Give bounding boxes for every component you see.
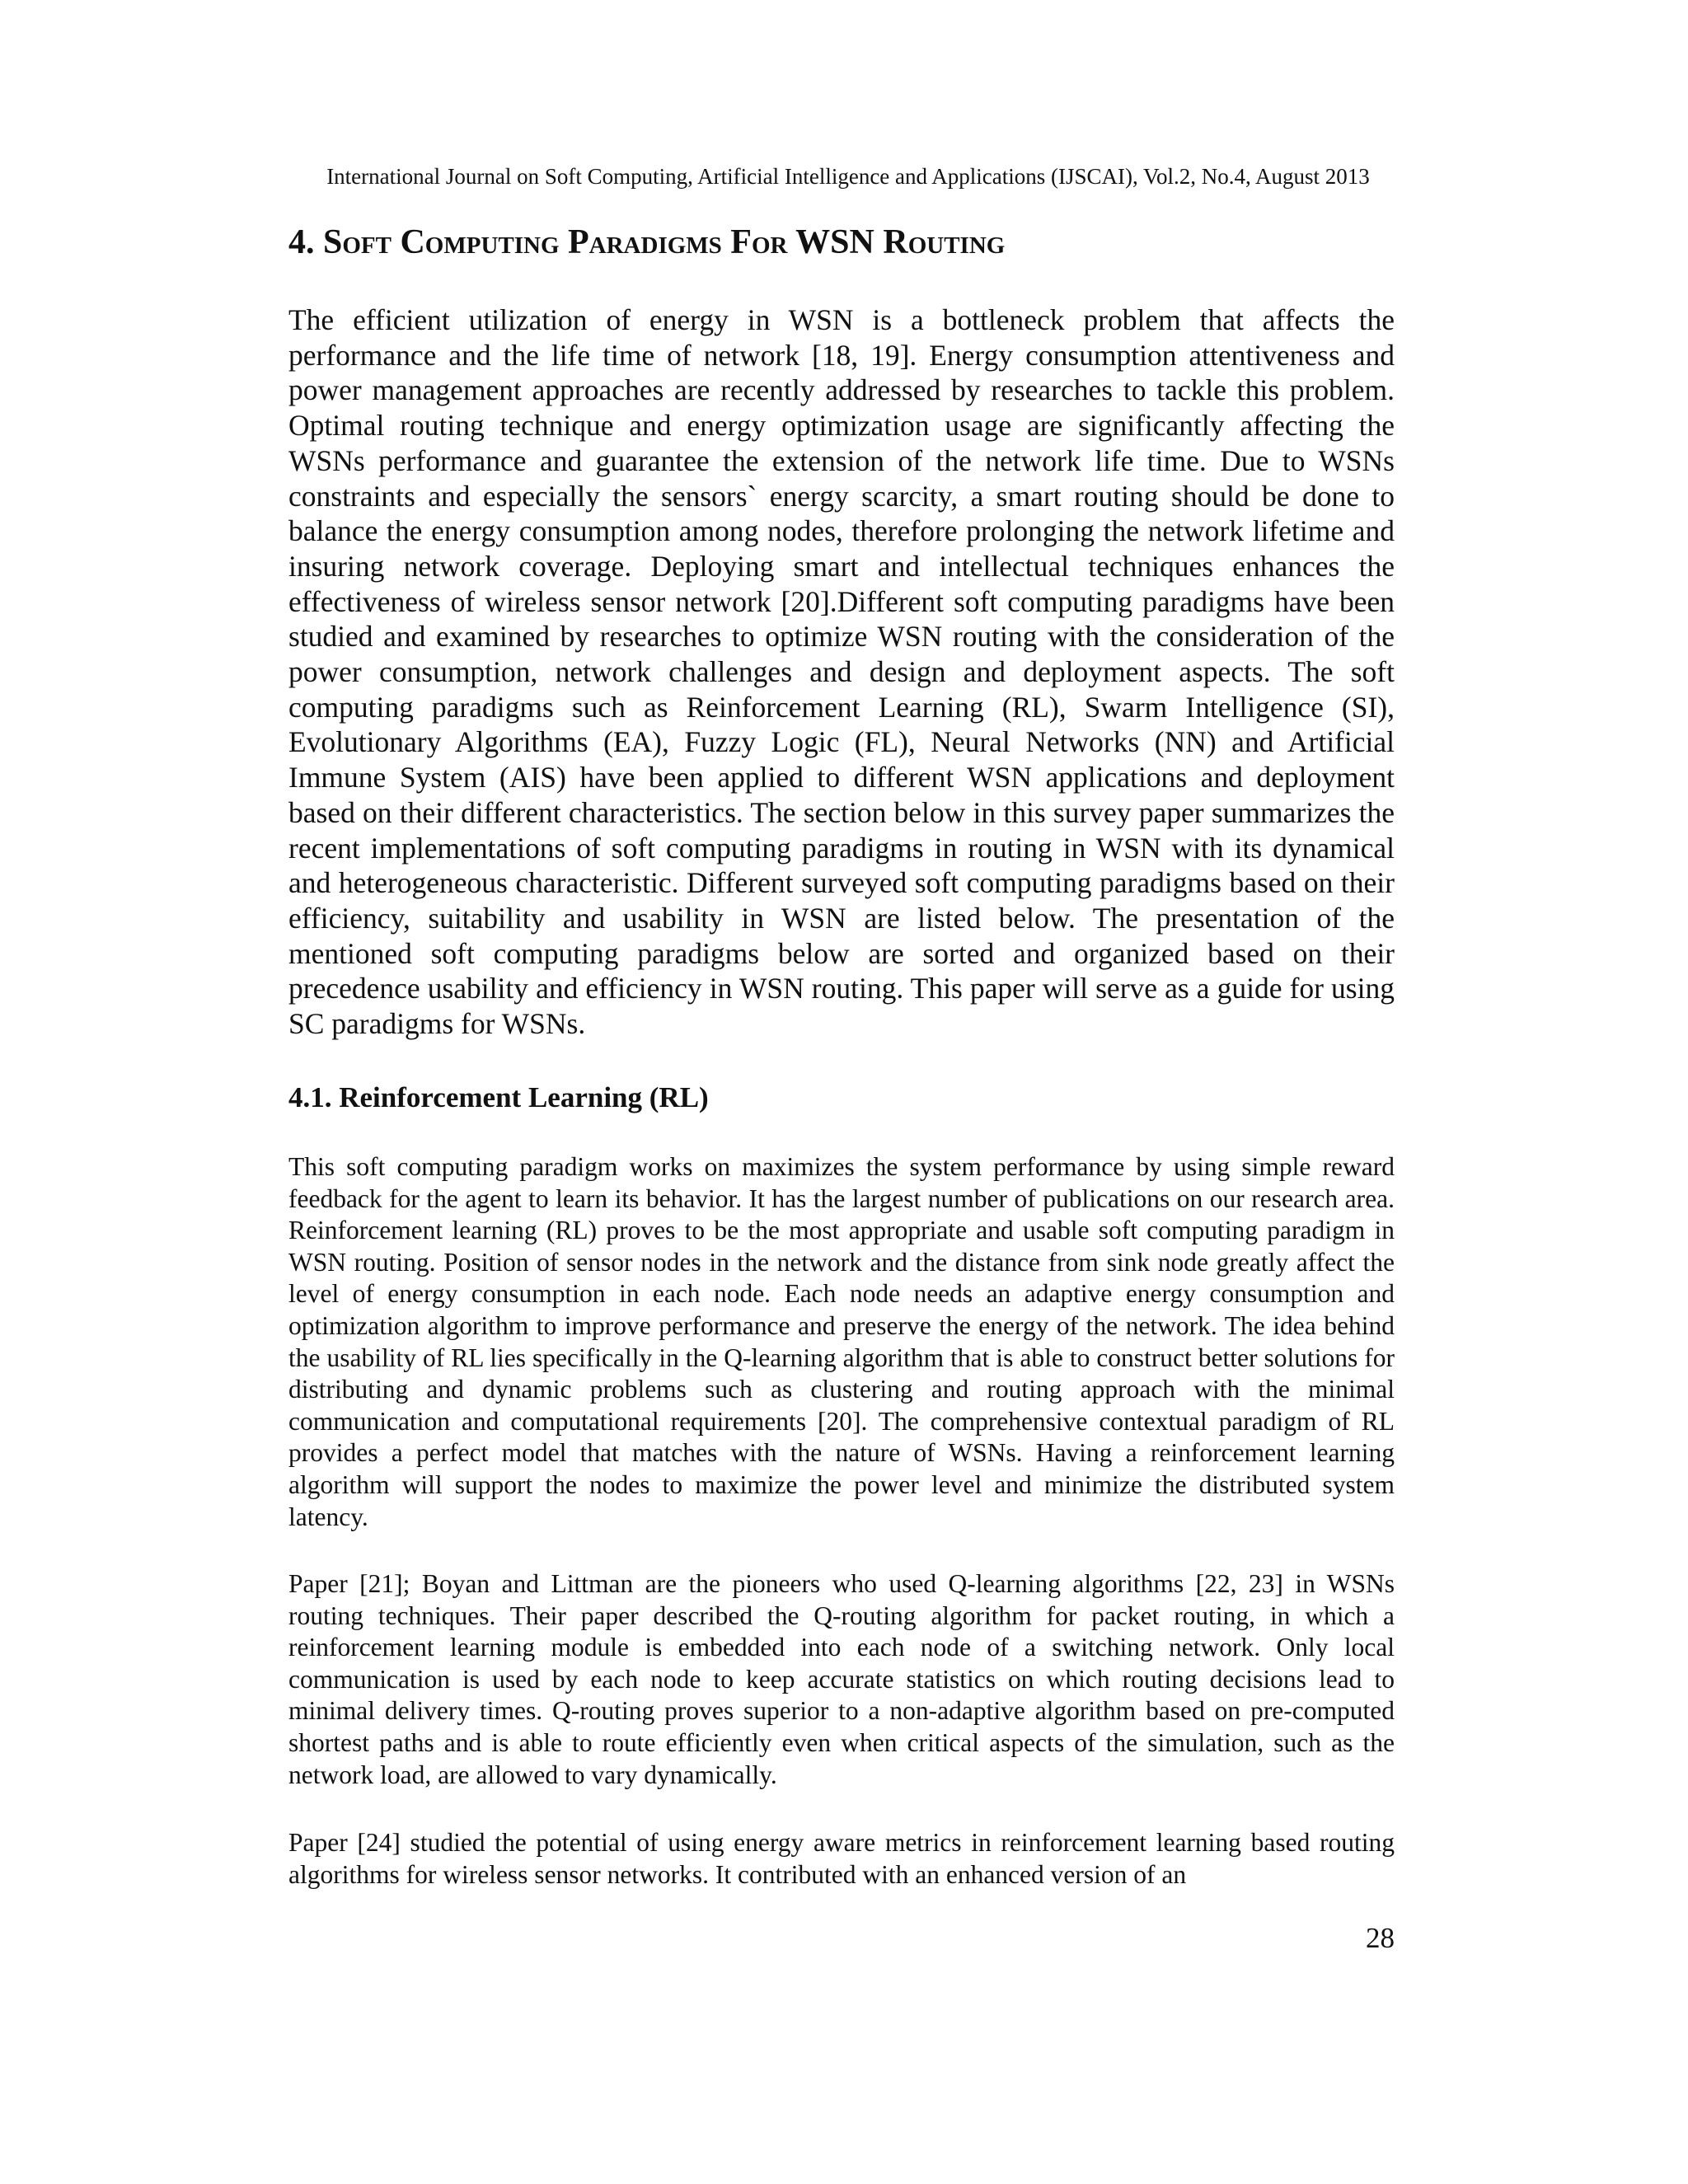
section-number: 4. [288, 223, 323, 261]
rl-paragraph-1: This soft computing paradigm works on maximizes the system performance by using simple reward feedback for the agent to learn its behavior. It has the largest number of publications on our research area. Reinforcement learning (RL) proves to be the most appropriate and usable soft computing paradigm in WSN routing. Position of sensor nodes in the network and the distance from sink node greatly affect the level of energy consumption in each node. Each node needs an adaptive energy consumption and optimization algorithm to improve performance and preserve the energy of the network. The idea behind the usability of RL lies specifically in the Q-learning algorithm that is able to construct better solutions for distributing and dynamic problems such as clustering and routing approach with the minimal communication and computational requirements [20]. The comprehensive contextual paradigm of RL provides a perfect model that matches with the nature of WSNs. Having a reinforcement learning algorithm will support the nodes to maximize the power level and minimize the distributed system latency. [288, 1152, 1395, 1531]
rl-paragraph-3: Paper [24] studied the potential of using energy aware metrics in reinforcement learning based routing algorithms for wireless sensor networks. It contributed with an enhanced version of an [288, 1828, 1395, 1889]
subsection-title: 4.1. Reinforcement Learning (RL) [288, 1081, 709, 1113]
section-title [288, 221, 1401, 264]
page-number: 28 [1366, 1922, 1395, 1954]
rl-paragraph-2: Paper [21]; Boyan and Littman are the pioneers who used Q-learning algorithms [22, 23] in WSNs routing techniques. Their paper described the Q-routing algorithm for packet routing, in which a reinforcement learning module is embedded into each node of a switching network. Only local communication is used by each node to keep accurate statistics on which routing decisions lead to minimal delivery times. Q-routing proves superior to a non-adaptive algorithm based on pre-computed shortest paths and is able to route efficiently even when critical aspects of the simulation, such as the network load, are allowed to vary dynamically. [288, 1569, 1395, 1789]
running-header: International Journal on Soft Computing, Artificial Intelligence and Applications (IJSCAI), Vol.2, No.4, August 2013 [326, 164, 1370, 189]
section-title-text: Soft Computing Paradigms For WSN Routing [323, 223, 1006, 261]
section-intro-paragraph: The efficient utilization of energy in WSN is a bottleneck problem that affects the performance and the life time of network [18, 19]. Energy consumption attentiveness and power management approaches are recently addressed by researches to tackle this problem. Optimal routing technique and energy optimization usage are significantly affecting the WSNs performance and guarantee the extension of the network life time. Due to WSNs constraints and especially the sensors` energy scarcity, a smart routing should be done to balance the energy consumption among nodes, therefore prolonging the network lifetime and insuring network coverage. Deploying smart and intellectual techniques enhances the effectiveness of wireless sensor network [20].Different soft computing paradigms have been studied and examined by researches to optimize WSN routing with the consideration of the power consumption, network challenges and design and deployment aspects. The soft computing paradigms such as Reinforcement Learning (RL), Swarm Intelligence (SI), Evolutionary Algorithms (EA), Fuzzy Logic (FL), Neural Networks (NN) and Artificial Immune System (AIS) have been applied to different WSN applications and deployment based on their different characteristics. The section below in this survey paper summarizes the recent implementations of soft computing paradigms in routing in WSN with its dynamical and heterogeneous characteristic. Different surveyed soft computing paradigms based on their efficiency, suitability and usability in WSN are listed below. The presentation of the mentioned soft computing paradigms below are sorted and organized based on their precedence usability and efficiency in WSN routing. This paper will serve as a guide for using SC paradigms for WSNs. [288, 303, 1395, 1041]
